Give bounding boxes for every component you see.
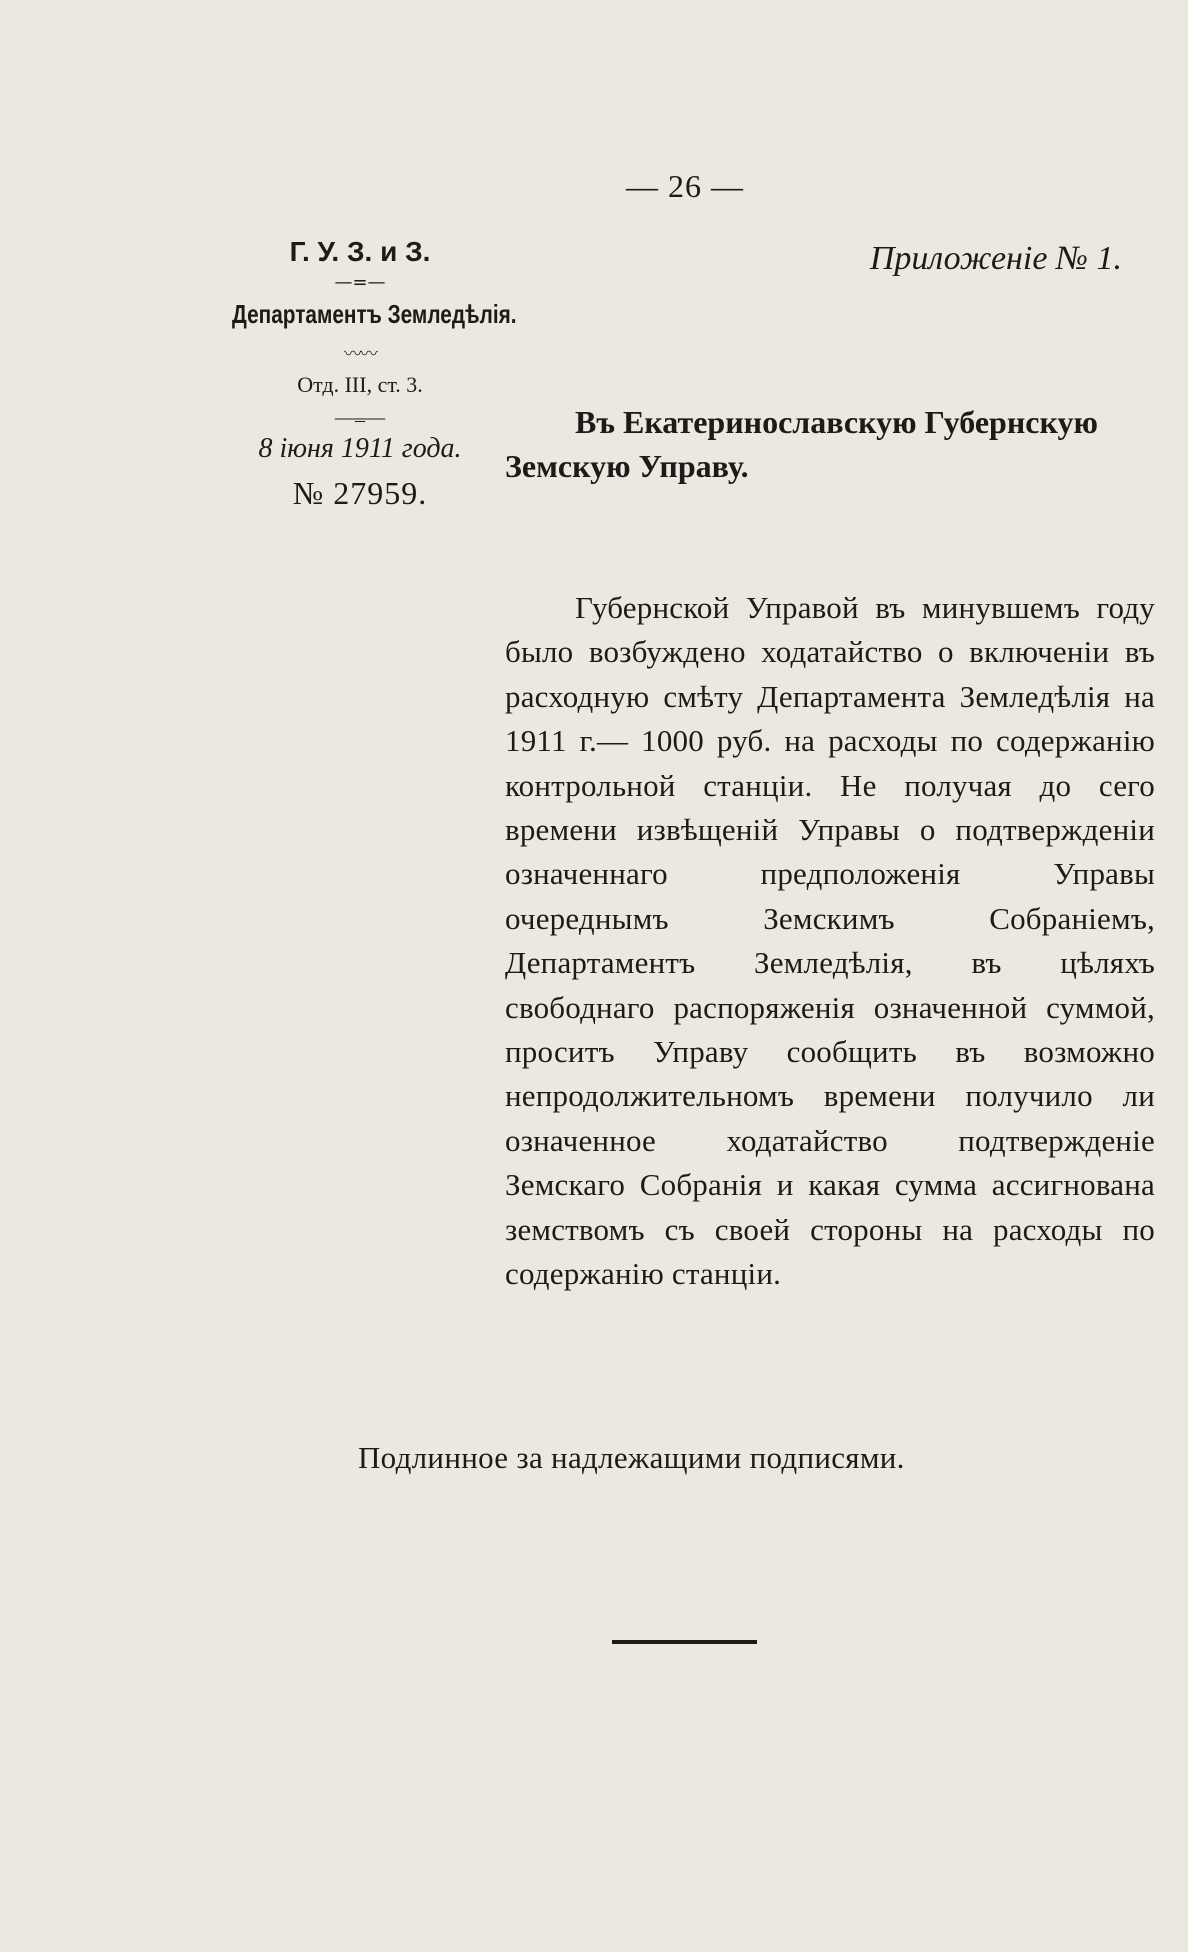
document-number: № 27959. — [292, 475, 428, 511]
ornament-rule: —=— — [334, 272, 386, 293]
document-date: 8 іюня 1911 года. — [258, 433, 462, 464]
office-code: Г. У. З. и З. — [289, 236, 431, 267]
addressee-line-2: Земскую Управу. — [505, 448, 749, 484]
department-name: Департаментъ Земледѣлія. — [232, 299, 517, 329]
letterhead — [200, 236, 520, 512]
small-rule: __‗__ — [335, 400, 385, 422]
signature-note: Подлинное за надлежащими подписями. — [358, 1440, 905, 1475]
wave-ornament: 〰〰 — [344, 344, 376, 365]
body-paragraph: Губернской Управой въ минувшемъ году было возбуждено ходатайство о включеніи въ расходную смѣту Департамента Земледѣлія на 1911 г.— 1000 руб. на расходы по содержанію контрольной станціи. Не получая до сего времени извѣщеній Управы о подтвержденіи означеннаго предположенія Управы очереднымъ Земскимъ Собраніемъ, Департаментъ Земледѣлія, въ цѣляхъ свободнаго распоряженія означенной суммой, проситъ Управу сообщить въ возможно непродолжительномъ времени получило ли означенное ходатайство подтвержденіе Земскаго Собранія и какая сумма ассигнована земствомъ съ своей стороны на расходы по содержанію станціи. — [505, 590, 1155, 1292]
addressee-line-1: Въ Екатеринославскую Губернскую — [575, 404, 1098, 440]
page-number: — 26 — — [626, 168, 744, 204]
end-rule — [612, 1640, 757, 1644]
appendix-label: Приложеніе № 1. — [869, 240, 1122, 277]
addressee — [505, 400, 1160, 488]
letter-body — [505, 586, 1155, 1297]
section-reference: Отд. III, ст. 3. — [297, 372, 423, 397]
